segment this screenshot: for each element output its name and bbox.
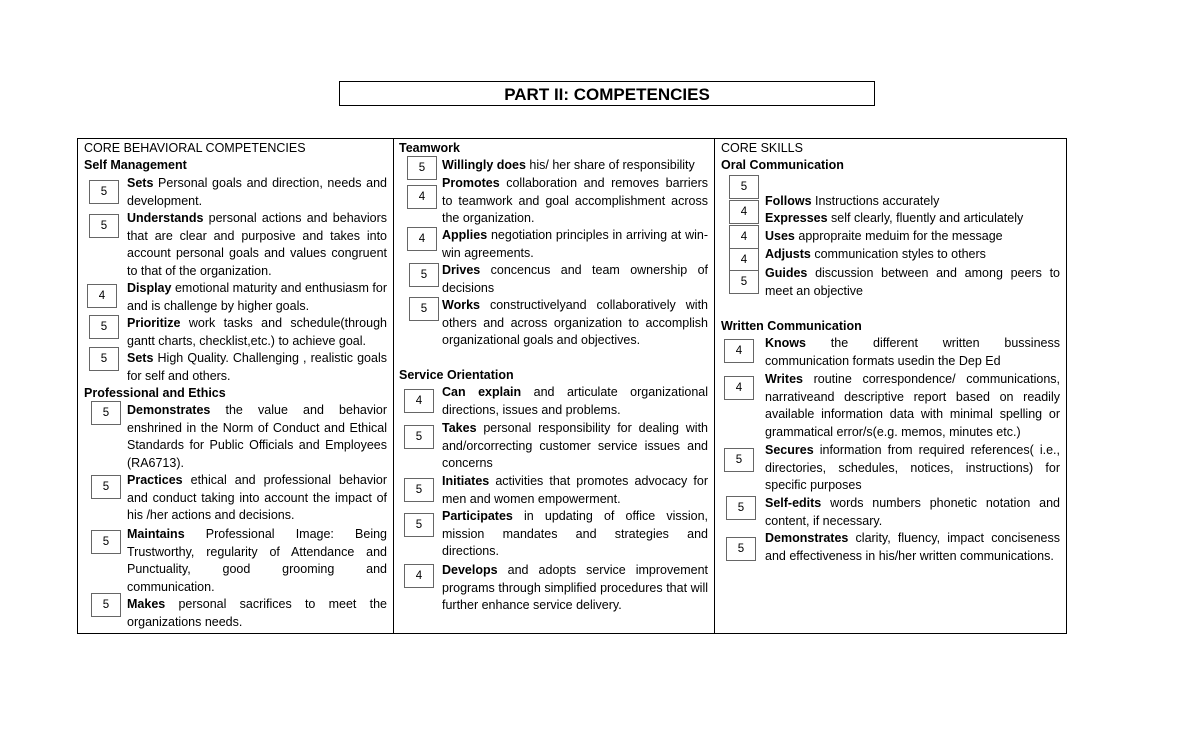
competency-item: Demonstrates the value and behavior enshrined in the Norm of Conduct and Ethical Standards for Public Officials and Employees (RA6713).: [127, 403, 387, 470]
score-box: 4: [724, 339, 754, 363]
score-box: 5: [89, 315, 119, 339]
competency-item: Maintains Professional Image: Being Trustworthy, regularity of Attendance and Punctuality, good grooming and communication.: [127, 527, 387, 594]
core-skills-column: [715, 139, 1066, 633]
score-box: 4: [729, 225, 759, 249]
competency-item: Develops and adopts service improvement programs through simplified procedures that will further enhance service delivery.: [442, 563, 708, 613]
score-box: 5: [729, 175, 759, 199]
competency-item: Sets High Quality. Challenging , realistic goals for self and others.: [127, 351, 387, 383]
competency-item: Secures information from required references( i.e., directories, schedules, notices, instructions) for specific purposes: [765, 443, 1060, 493]
competency-item: Follows Instructions accurately: [765, 194, 940, 208]
competency-item: Promotes collaboration and removes barriers to teamwork and goal accomplishment across the organization.: [442, 176, 708, 226]
score-box: 5: [404, 425, 434, 449]
core-behavioral-column: [78, 139, 394, 633]
competency-item: Prioritize work tasks and schedule(through gantt charts, checklist,etc.) to achieve goal.: [127, 316, 387, 348]
competency-item: Demonstrates clarity, fluency, impact conciseness and effectiveness in his/her written communications.: [765, 531, 1060, 563]
score-box: 5: [724, 448, 754, 472]
score-box: 4: [724, 376, 754, 400]
score-box: 5: [89, 214, 119, 238]
score-box: 5: [89, 347, 119, 371]
competency-item: Works constructivelyand collaboratively with others and across organization to accomplish organizational goals and objectives.: [442, 298, 708, 348]
score-box: 5: [91, 530, 121, 554]
section-heading: Oral Communication: [721, 158, 844, 172]
section-heading: Teamwork: [399, 141, 460, 155]
competency-item: Applies negotiation principles in arriving at win-win agreements.: [442, 228, 708, 260]
competency-item: Initiates activities that promotes advocacy for men and women empowerment.: [442, 474, 708, 506]
score-box: 4: [87, 284, 117, 308]
section-heading: Written Communication: [721, 319, 862, 333]
score-box: 5: [89, 180, 119, 204]
competency-item: Adjusts communication styles to others: [765, 247, 986, 261]
column-header: CORE SKILLS: [721, 141, 803, 155]
competency-item: Display emotional maturity and enthusiasm for and is challenge by higher goals.: [127, 281, 387, 313]
competencies-table: [77, 138, 1067, 634]
competency-item: Expresses self clearly, fluently and articulately: [765, 211, 1024, 225]
page-title: PART II: COMPETENCIES: [339, 81, 875, 106]
competency-item: Takes personal responsibility for dealing with and/orcorrecting customer service issues and concerns: [442, 421, 708, 471]
score-box: 5: [91, 593, 121, 617]
section-heading: Self Management: [84, 158, 187, 172]
teamwork-service-column: [394, 139, 715, 633]
column-header: CORE BEHAVIORAL COMPETENCIES: [84, 141, 306, 155]
score-box: 4: [729, 248, 759, 272]
competency-item: Practices ethical and professional behavior and conduct taking into account the impact of his /her actions and decisions.: [127, 473, 387, 523]
score-box: 4: [404, 564, 434, 588]
section-heading: Service Orientation: [399, 368, 514, 382]
competency-item: Uses appropraite meduim for the message: [765, 229, 1003, 243]
score-box: 5: [407, 156, 437, 180]
competency-item: Writes routine correspondence/ communications, narrativeand descriptive report based on readily available information data with minimal spelling or grammatical error/s(e.g. memos, minutes etc.): [765, 372, 1060, 439]
score-box: 5: [729, 270, 759, 294]
score-box: 4: [404, 389, 434, 413]
competency-item: Self-edits words numbers phonetic notation and content, if necessary.: [765, 496, 1060, 528]
competency-item: Knows the different written bussiness communication formats usedin the Dep Ed: [765, 336, 1060, 368]
competency-item: Makes personal sacrifices to meet the organizations needs.: [127, 597, 387, 629]
score-box: 5: [409, 297, 439, 321]
competency-item: Understands personal actions and behaviors that are clear and purposive and takes into account personal goals and values congruent to that of the organization.: [127, 211, 387, 278]
score-box: 4: [729, 200, 759, 224]
competency-item: Drives concencus and team ownership of decisions: [442, 263, 708, 295]
score-box: 5: [726, 496, 756, 520]
competency-item: Sets Personal goals and direction, needs and development.: [127, 176, 387, 208]
score-box: 4: [407, 185, 437, 209]
score-box: 5: [404, 478, 434, 502]
score-box: 5: [91, 475, 121, 499]
competency-item: Willingly does his/ her share of responsibility: [442, 158, 695, 172]
competency-item: Can explain and articulate organizational directions, issues and problems.: [442, 385, 708, 417]
competency-item: Participates in updating of office vission, mission mandates and strategies and directions.: [442, 509, 708, 559]
score-box: 5: [91, 401, 121, 425]
section-heading: Professional and Ethics: [84, 386, 226, 400]
score-box: 5: [409, 263, 439, 287]
score-box: 5: [726, 537, 756, 561]
score-box: 4: [407, 227, 437, 251]
competency-item: Guides discussion between and among peers to meet an objective: [765, 266, 1060, 298]
score-box: 5: [404, 513, 434, 537]
